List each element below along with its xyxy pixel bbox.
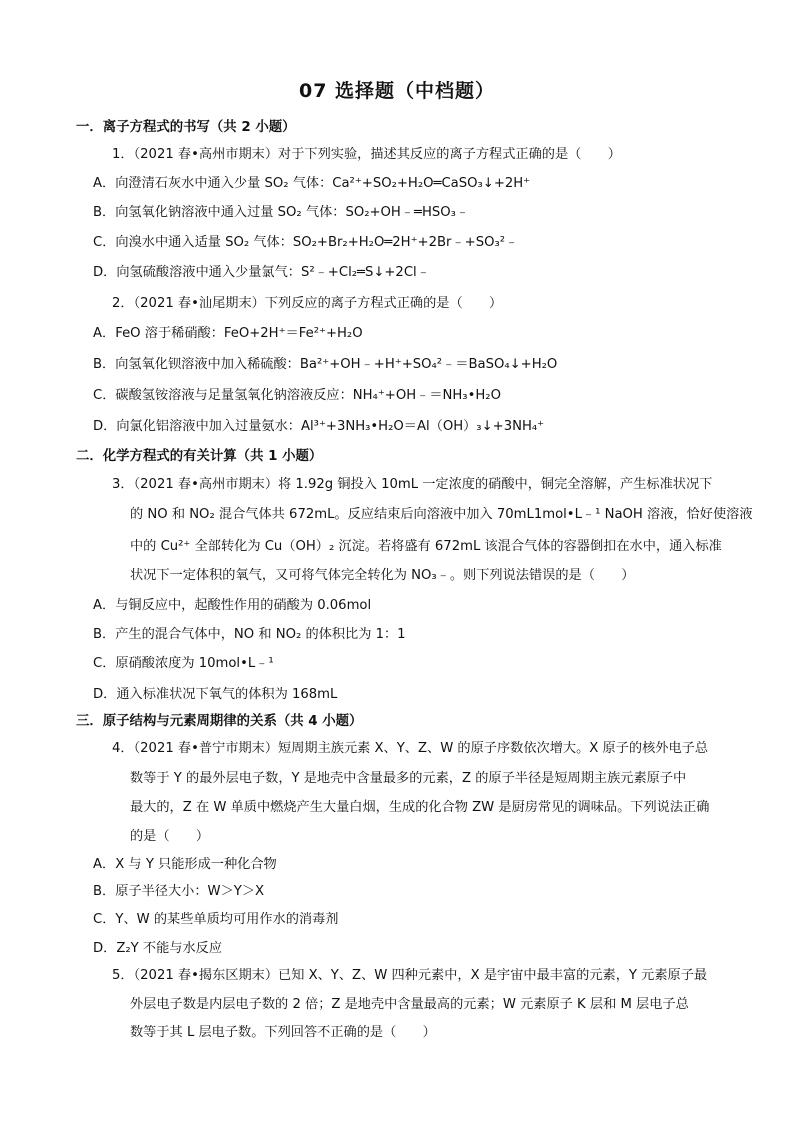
question-2-stem: 2．（2021 春•汕尾期末）下列反应的离子方程式正确的是（ ） bbox=[112, 296, 503, 311]
question-5-line-2: 外层电子数是内层电子数的 2 倍；Z 是地壳中含量最高的元素；W 元素原子 K 层和 M 层电子总 bbox=[130, 997, 689, 1012]
question-3-line-4: 状况下一定体积的氧气，又可将气体完全转化为 NO₃﹣。则下列说法错误的是（ ） bbox=[130, 568, 635, 583]
question-4-line-3: 最大的，Z 在 W 单质中燃烧产生大量白烟，生成的化合物 ZW 是厨房常见的调味品。下列说法正确 bbox=[130, 800, 710, 815]
question-3-line-2: 的 NO 和 NO₂ 混合气体共 672mL。反应结束后向溶液中加入 70mL1mol•L﹣¹ NaOH 溶液，恰好使溶液 bbox=[130, 507, 753, 522]
question-2-option-c: C．碳酸氢铵溶液与足量氢氧化钠溶液反应：NH₄⁺+OH﹣＝NH₃•H₂O bbox=[93, 388, 501, 403]
question-3-option-c: C．原硝酸浓度为 10mol•L﹣¹ bbox=[93, 656, 274, 671]
question-3-option-a: A．与铜反应中，起酸性作用的硝酸为 0.06mol bbox=[93, 598, 372, 613]
question-1-option-a: A．向澄清石灰水中通入少量 SO₂ 气体：Ca²⁺+SO₂+H₂O═CaSO₃↓+2H⁺ bbox=[93, 176, 531, 191]
question-4-option-c: C．Y、W 的某些单质均可用作水的消毒剂 bbox=[93, 912, 339, 927]
question-2-option-d: D．向氯化铝溶液中加入过量氨水：Al³⁺+3NH₃•H₂O＝Al（OH）₃↓+3NH₄⁺ bbox=[93, 419, 545, 434]
question-2-option-b: B．向氢氧化钡溶液中加入稀硫酸：Ba²⁺+OH﹣+H⁺+SO₄²﹣＝BaSO₄↓+H₂O bbox=[93, 357, 558, 372]
question-5-line-3: 数等于其 L 层电子数。下列回答不正确的是（ ） bbox=[130, 1025, 436, 1040]
question-4-line-1: 4．（2021 春•普宁市期末）短周期主族元素 X、Y、Z、W 的原子序数依次增大。X 原子的核外电子总 bbox=[112, 741, 709, 756]
question-5-line-1: 5．（2021 春•揭东区期末）已知 X、Y、Z、W 四种元素中，X 是宇宙中最丰富的元素，Y 元素原子最 bbox=[112, 968, 708, 983]
question-1-option-c: C．向溴水中通入适量 SO₂ 气体：SO₂+Br₂+H₂O═2H⁺+2Br﹣+SO₃²﹣ bbox=[93, 235, 519, 250]
question-3-line-1: 3．（2021 春•高州市期末）将 1.92g 铜投入 10mL 一定浓度的硝酸中，铜完全溶解，产生标准状况下 bbox=[112, 477, 713, 492]
question-1-option-b: B．向氢氧化钠溶液中通入过量 SO₂ 气体：SO₂+OH﹣═HSO₃﹣ bbox=[93, 205, 470, 220]
question-1-stem: 1．（2021 春•高州市期末）对于下列实验，描述其反应的离子方程式正确的是（ ） bbox=[112, 147, 621, 162]
page-title: 07 选择题（中档题） bbox=[298, 80, 496, 102]
section-heading-3: 三．原子结构与元素周期律的关系（共 4 小题） bbox=[76, 714, 363, 729]
question-4-line-2: 数等于 Y 的最外层电子数，Y 是地壳中含量最多的元素，Z 的原子半径是短周期主族元素原子中 bbox=[130, 771, 687, 786]
section-heading-1: 一．离子方程式的书写（共 2 小题） bbox=[76, 120, 296, 135]
section-heading-2: 二．化学方程式的有关计算（共 1 小题） bbox=[76, 449, 323, 464]
question-2-option-a: A．FeO 溶于稀硝酸：FeO+2H⁺＝Fe²⁺+H₂O bbox=[93, 326, 363, 341]
question-4-option-d: D．Z₂Y 不能与水反应 bbox=[93, 941, 223, 956]
question-1-option-d: D．向氢硫酸溶液中通入少量氯气：S²﹣+Cl₂═S↓+2Cl﹣ bbox=[93, 265, 430, 280]
question-3-option-b: B．产生的混合气体中，NO 和 NO₂ 的体积比为 1：1 bbox=[93, 627, 406, 642]
question-4-option-b: B．原子半径大小：W＞Y＞X bbox=[93, 884, 265, 899]
question-4-line-4: 的是（ ） bbox=[130, 829, 210, 844]
question-3-option-d: D．通入标准状况下氧气的体积为 168mL bbox=[93, 687, 338, 702]
question-4-option-a: A．X 与 Y 只能形成一种化合物 bbox=[93, 857, 277, 872]
question-3-line-3: 中的 Cu²⁺ 全部转化为 Cu（OH）₂ 沉淀。若将盛有 672mL 该混合气体的容器倒扣在水中，通入标准 bbox=[130, 539, 722, 554]
